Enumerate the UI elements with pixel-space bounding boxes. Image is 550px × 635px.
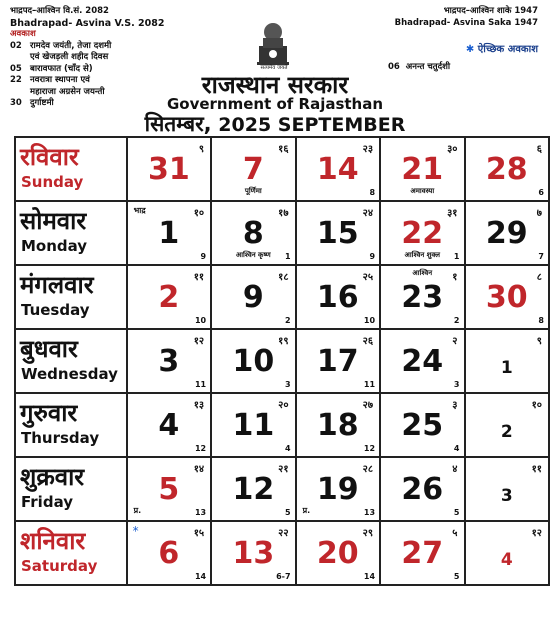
govt-title-english: Government of Rajasthan xyxy=(166,95,384,113)
tithi-number: १३ xyxy=(193,400,205,411)
tithi-number: ३ xyxy=(452,400,458,411)
date-number: 2 xyxy=(500,422,513,442)
date-number: 14 xyxy=(316,152,359,187)
tithi-number: १९ xyxy=(278,336,289,347)
nakshatra-number: 11 xyxy=(194,380,207,389)
day-name-english: Wednesday xyxy=(21,365,118,383)
date-number: 22 xyxy=(401,216,444,251)
date-number: 20 xyxy=(316,536,359,571)
tithi-number: ६ xyxy=(536,144,542,155)
date-cell[interactable] xyxy=(380,521,464,585)
tithi-number: ३० xyxy=(447,144,458,155)
week-row xyxy=(15,457,549,521)
nakshatra-number: 10 xyxy=(194,316,207,325)
tithi-label: आश्विन शुक्ल xyxy=(404,251,440,259)
week-row xyxy=(15,201,549,265)
week-row xyxy=(15,329,549,393)
nakshatra-number: 12 xyxy=(363,444,376,453)
date-number: 10 xyxy=(232,344,275,379)
date-cell[interactable] xyxy=(127,201,211,265)
date-number: 17 xyxy=(316,344,359,379)
tithi-number: २१ xyxy=(278,464,289,475)
week-row xyxy=(15,265,549,329)
date-cell[interactable] xyxy=(127,137,211,201)
tithi-number: २० xyxy=(278,400,289,411)
day-name-hindi: सोमवार xyxy=(20,207,87,235)
tithi-number: २५ xyxy=(362,272,374,283)
samvat-hindi: भाद्रपद–आश्विन वि.सं. 2082 xyxy=(10,6,109,16)
date-number: 25 xyxy=(401,408,444,443)
nakshatra-number: 7 xyxy=(538,252,544,261)
date-number: 6 xyxy=(158,536,180,571)
tithi-number: २७ xyxy=(362,400,374,411)
week-row xyxy=(15,521,549,585)
holiday-item: 22 नवरात्रा स्थापना एवं xyxy=(10,75,90,85)
date-number: 3 xyxy=(158,344,180,379)
calendar-grid xyxy=(14,136,550,586)
day-name-hindi: बुधवार xyxy=(20,335,78,363)
nakshatra-number: 2 xyxy=(284,316,291,325)
tithi-number: १६ xyxy=(278,144,289,155)
nakshatra-number: 5 xyxy=(453,508,460,517)
nakshatra-number: 2 xyxy=(453,316,460,325)
day-name-hindi: गुरुवार xyxy=(20,399,78,427)
nakshatra-number: 6 xyxy=(538,188,544,197)
tithi-number: १५ xyxy=(193,528,205,539)
tithi-number: १० xyxy=(531,400,542,411)
tithi-number: २८ xyxy=(362,464,374,475)
month-name-note: भाद्र xyxy=(133,206,146,215)
nakshatra-number: 5 xyxy=(284,508,291,517)
day-name-english: Monday xyxy=(21,237,88,255)
date-cell[interactable] xyxy=(296,393,380,457)
date-number: 5 xyxy=(158,472,180,507)
date-number: 16 xyxy=(316,280,359,315)
tithi-number: ११ xyxy=(193,272,205,283)
saka-english: Bhadrapad- Asvina Saka 1947 xyxy=(394,17,538,28)
nakshatra-number: 5 xyxy=(453,572,460,581)
date-cell[interactable] xyxy=(127,521,211,585)
holiday-item: 30 दुर्गाष्टमी xyxy=(10,98,54,108)
tithi-number: १४ xyxy=(193,464,205,475)
date-number: 1 xyxy=(158,216,180,251)
date-cell[interactable] xyxy=(127,329,211,393)
date-cell[interactable] xyxy=(296,457,380,521)
nakshatra-number: 9 xyxy=(200,252,207,261)
date-cell[interactable] xyxy=(296,521,380,585)
tithi-number: २२ xyxy=(278,528,289,539)
tithi-number: ५ xyxy=(452,528,458,539)
day-name-hindi: शुक्रवार xyxy=(20,463,85,491)
date-cell[interactable] xyxy=(465,329,550,393)
day-name-hindi: शनिवार xyxy=(20,527,86,555)
nakshatra-number: 4 xyxy=(284,444,291,453)
holidays-title: अवकाश xyxy=(10,29,36,39)
nakshatra-number: 4 xyxy=(453,444,460,453)
date-cell[interactable] xyxy=(296,265,380,329)
month-title: सितम्बर, 2025 SEPTEMBER xyxy=(144,112,406,136)
date-number: 31 xyxy=(147,152,190,187)
nakshatra-number: 14 xyxy=(194,572,207,581)
tithi-number: ११ xyxy=(531,464,542,475)
tithi-number: ७ xyxy=(536,208,542,219)
optional-holiday-item: 06 अनन्त चतुर्दशी xyxy=(388,61,451,72)
tithi-label: आश्विन कृष्ण xyxy=(235,251,271,259)
day-name-english: Thursday xyxy=(21,429,100,447)
day-name-english: Saturday xyxy=(21,557,98,575)
date-cell[interactable] xyxy=(127,265,211,329)
pradosh-label: प्र. xyxy=(302,506,311,515)
tithi-number: ९ xyxy=(198,144,205,155)
date-number: 1 xyxy=(500,358,513,378)
nakshatra-number: 11 xyxy=(363,380,376,389)
day-name-english: Tuesday xyxy=(21,301,90,319)
tithi-number: १२ xyxy=(193,336,205,347)
nakshatra-number: 3 xyxy=(284,380,291,389)
tithi-number: ९ xyxy=(536,336,542,347)
saka-hindi: भाद्रपद–आश्विन शाके 1947 xyxy=(443,6,538,16)
date-cell[interactable] xyxy=(380,137,464,201)
date-cell[interactable] xyxy=(296,201,380,265)
month-name-note: आश्विन xyxy=(412,269,433,277)
date-cell[interactable] xyxy=(296,137,380,201)
date-number: 23 xyxy=(401,280,444,315)
date-cell[interactable] xyxy=(380,329,464,393)
samvat-english: Bhadrapad- Asvina V.S. 2082 xyxy=(10,17,165,29)
tithi-number: ८ xyxy=(536,272,542,283)
date-cell[interactable] xyxy=(211,137,295,201)
date-cell[interactable] xyxy=(211,329,295,393)
day-name-cell xyxy=(15,265,127,329)
tithi-number: ४ xyxy=(452,464,458,475)
date-cell[interactable] xyxy=(380,393,464,457)
date-cell[interactable] xyxy=(211,457,295,521)
holiday-item: 05 बारावफात (चाँद से) xyxy=(10,63,93,74)
date-cell[interactable] xyxy=(127,393,211,457)
date-number: 15 xyxy=(316,216,359,251)
date-cell[interactable] xyxy=(465,265,550,329)
date-number: 11 xyxy=(232,408,275,443)
header-right xyxy=(373,6,538,73)
date-cell[interactable] xyxy=(465,457,550,521)
date-number: 12 xyxy=(232,472,275,507)
date-cell[interactable] xyxy=(465,137,550,201)
optional-holidays-title: ✱ ऐच्छिक अवकाश xyxy=(465,44,538,55)
star-icon: ✱ xyxy=(465,44,475,55)
nakshatra-number: 12 xyxy=(194,444,207,453)
date-number: 9 xyxy=(242,280,264,315)
holiday-item: महाराजा अग्रसेन जयन्ती xyxy=(30,86,105,97)
day-name-cell xyxy=(15,457,127,521)
pradosh-label: प्र. xyxy=(133,506,142,515)
tithi-label: पूर्णिमा xyxy=(244,187,262,195)
date-number: 30 xyxy=(485,280,528,315)
tithi-number: १० xyxy=(193,208,205,219)
date-cell[interactable] xyxy=(380,201,464,265)
week-row xyxy=(15,137,549,201)
nakshatra-number: 10 xyxy=(363,316,376,325)
date-cell[interactable] xyxy=(465,201,550,265)
holiday-item: 02 रामदेव जयंती, तेजा दशमी xyxy=(10,40,112,51)
date-number: 26 xyxy=(401,472,444,507)
date-number: 27 xyxy=(401,536,444,571)
date-number: 3 xyxy=(500,486,513,506)
date-number: 24 xyxy=(401,344,444,379)
govt-title-hindi: राजस्थान सरकार xyxy=(201,71,349,99)
nakshatra-number: 14 xyxy=(363,572,376,581)
tithi-number: ३१ xyxy=(447,208,458,219)
nakshatra-number: 1 xyxy=(284,252,291,261)
date-number: 7 xyxy=(242,152,264,187)
tithi-number: १८ xyxy=(278,272,289,283)
nakshatra-number: 13 xyxy=(194,508,207,517)
date-cell[interactable] xyxy=(380,457,464,521)
week-row xyxy=(15,393,549,457)
date-number: 4 xyxy=(500,550,513,570)
day-name-cell xyxy=(15,137,127,201)
tithi-number: २४ xyxy=(362,208,374,219)
tithi-label: अमावस्या xyxy=(410,187,435,195)
date-cell[interactable] xyxy=(211,201,295,265)
date-cell[interactable] xyxy=(380,265,464,329)
date-number: 18 xyxy=(316,408,359,443)
tithi-number: १२ xyxy=(531,528,542,539)
nakshatra-number: 1 xyxy=(453,252,460,261)
date-cell[interactable] xyxy=(296,329,380,393)
date-cell[interactable] xyxy=(211,393,295,457)
emblem-motto: सत्यमेव जयते xyxy=(260,65,288,71)
day-name-hindi: रविवार xyxy=(20,143,79,171)
date-number: 28 xyxy=(485,152,528,187)
date-number: 8 xyxy=(242,216,264,251)
date-number: 19 xyxy=(316,472,359,507)
tithi-number: १ xyxy=(452,272,458,283)
date-number: 29 xyxy=(485,216,528,251)
nakshatra-number: 8 xyxy=(538,316,544,325)
day-name-cell xyxy=(15,393,127,457)
nakshatra-number: 6-7 xyxy=(276,572,291,581)
date-number: 4 xyxy=(158,408,180,443)
date-cell[interactable] xyxy=(211,265,295,329)
day-name-cell xyxy=(15,201,127,265)
day-name-cell xyxy=(15,329,127,393)
tithi-number: १७ xyxy=(278,208,289,219)
day-name-english: Friday xyxy=(21,493,74,511)
day-name-english: Sunday xyxy=(21,173,84,191)
date-number: 13 xyxy=(232,536,275,571)
date-cell[interactable] xyxy=(127,457,211,521)
date-number: 2 xyxy=(158,280,180,315)
tithi-number: २ xyxy=(452,336,458,347)
date-number: 21 xyxy=(401,152,444,187)
date-cell[interactable] xyxy=(211,521,295,585)
holiday-item: एवं खेजड़ली शहीद दिवस xyxy=(30,52,109,62)
nakshatra-number: 8 xyxy=(369,188,376,197)
day-name-cell xyxy=(15,521,127,585)
optional-holiday-star-icon: * xyxy=(132,524,139,538)
date-cell[interactable] xyxy=(465,393,550,457)
tithi-number: २९ xyxy=(362,528,374,539)
tithi-number: २३ xyxy=(362,144,374,155)
day-name-hindi: मंगलवार xyxy=(20,271,94,299)
tithi-number: २६ xyxy=(362,336,374,347)
date-cell[interactable] xyxy=(465,521,550,585)
nakshatra-number: 3 xyxy=(453,380,460,389)
nakshatra-number: 9 xyxy=(369,252,376,261)
nakshatra-number: 13 xyxy=(363,508,376,517)
